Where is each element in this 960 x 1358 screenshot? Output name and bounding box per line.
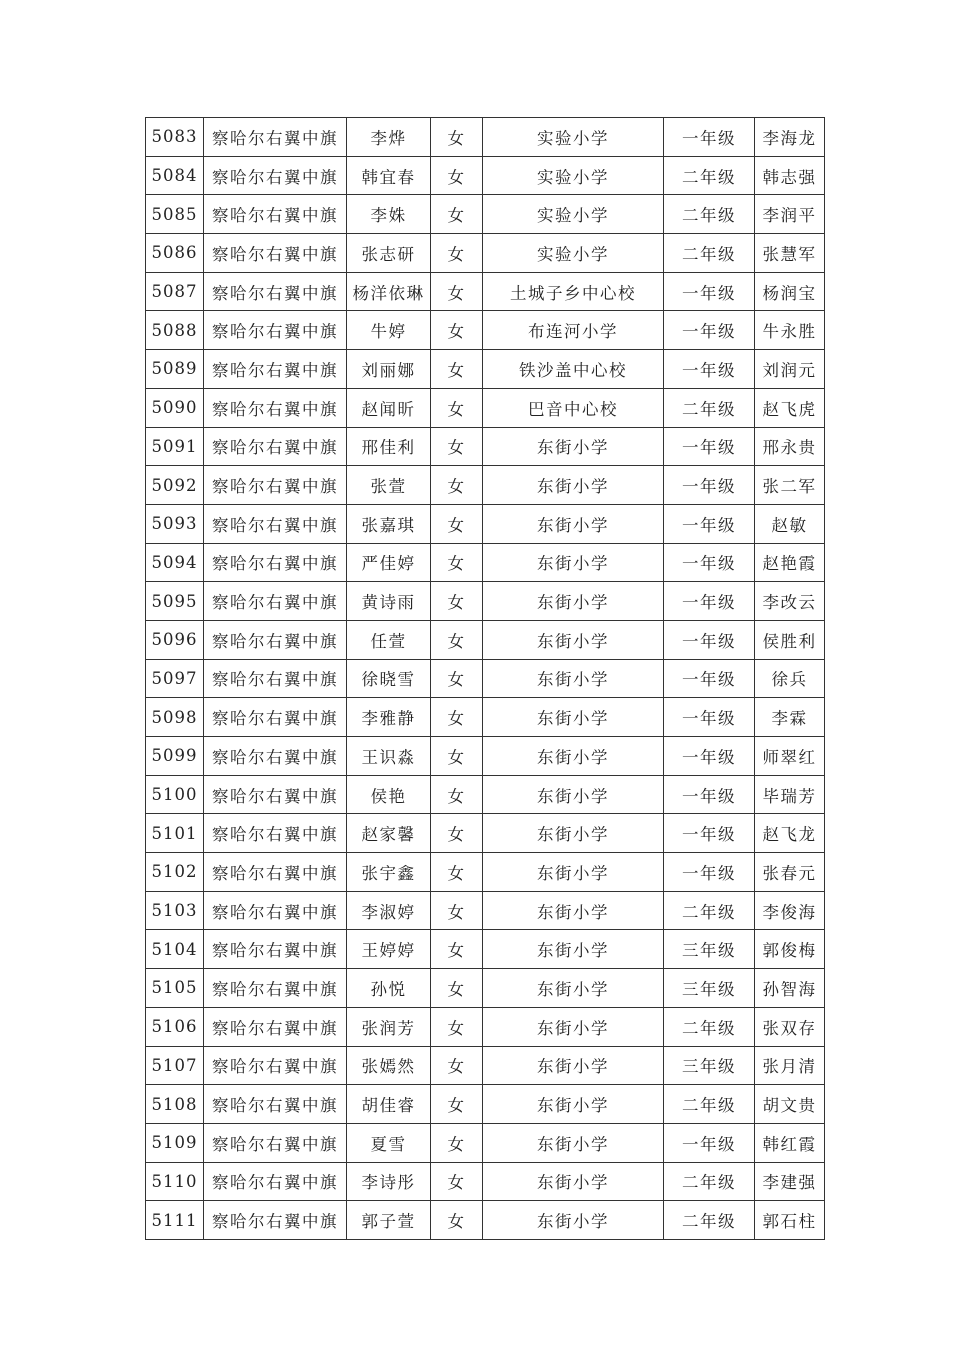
region-cell: 察哈尔右翼中旗 xyxy=(204,930,347,969)
school-name: 实验小学 xyxy=(483,156,664,195)
student-name: 严佳婷 xyxy=(347,543,431,582)
region-cell: 察哈尔右翼中旗 xyxy=(204,1201,347,1240)
gender-cell: 女 xyxy=(431,504,483,543)
guardian-name: 胡文贵 xyxy=(755,1085,825,1124)
gender-cell: 女 xyxy=(431,1123,483,1162)
gender-cell: 女 xyxy=(431,1085,483,1124)
grade-cell: 二年级 xyxy=(664,195,755,234)
guardian-name: 张双存 xyxy=(755,1007,825,1046)
guardian-name: 张月清 xyxy=(755,1046,825,1085)
grade-cell: 一年级 xyxy=(664,427,755,466)
gender-cell: 女 xyxy=(431,234,483,273)
record-number: 5104 xyxy=(146,930,204,969)
school-name: 东街小学 xyxy=(483,1007,664,1046)
grade-cell: 一年级 xyxy=(664,504,755,543)
guardian-name: 李霖 xyxy=(755,698,825,737)
table-row xyxy=(146,543,825,582)
guardian-name: 孙智海 xyxy=(755,969,825,1008)
school-name: 东街小学 xyxy=(483,775,664,814)
region-cell: 察哈尔右翼中旗 xyxy=(204,466,347,505)
student-name: 徐晓雪 xyxy=(347,659,431,698)
grade-cell: 一年级 xyxy=(664,466,755,505)
table-row xyxy=(146,195,825,234)
gender-cell: 女 xyxy=(431,195,483,234)
grade-cell: 三年级 xyxy=(664,969,755,1008)
student-name: 李烨 xyxy=(347,118,431,157)
gender-cell: 女 xyxy=(431,118,483,157)
school-name: 东街小学 xyxy=(483,930,664,969)
gender-cell: 女 xyxy=(431,1162,483,1201)
table-row xyxy=(146,891,825,930)
table-row xyxy=(146,737,825,776)
table-row xyxy=(146,1007,825,1046)
region-cell: 察哈尔右翼中旗 xyxy=(204,118,347,157)
gender-cell: 女 xyxy=(431,272,483,311)
guardian-name: 赵飞虎 xyxy=(755,388,825,427)
guardian-name: 张慧军 xyxy=(755,234,825,273)
grade-cell: 三年级 xyxy=(664,1046,755,1085)
grade-cell: 二年级 xyxy=(664,1007,755,1046)
roster-body xyxy=(146,118,825,1240)
grade-cell: 二年级 xyxy=(664,1085,755,1124)
record-number: 5088 xyxy=(146,311,204,350)
table-row xyxy=(146,582,825,621)
region-cell: 察哈尔右翼中旗 xyxy=(204,853,347,892)
table-row xyxy=(146,1046,825,1085)
record-number: 5090 xyxy=(146,388,204,427)
school-name: 东街小学 xyxy=(483,969,664,1008)
record-number: 5091 xyxy=(146,427,204,466)
region-cell: 察哈尔右翼中旗 xyxy=(204,195,347,234)
school-name: 实验小学 xyxy=(483,195,664,234)
grade-cell: 二年级 xyxy=(664,234,755,273)
guardian-name: 赵敏 xyxy=(755,504,825,543)
region-cell: 察哈尔右翼中旗 xyxy=(204,156,347,195)
school-name: 东街小学 xyxy=(483,427,664,466)
table-row xyxy=(146,388,825,427)
school-name: 东街小学 xyxy=(483,620,664,659)
record-number: 5097 xyxy=(146,659,204,698)
grade-cell: 二年级 xyxy=(664,156,755,195)
gender-cell: 女 xyxy=(431,853,483,892)
grade-cell: 一年级 xyxy=(664,543,755,582)
table-row xyxy=(146,775,825,814)
school-name: 铁沙盖中心校 xyxy=(483,350,664,389)
student-name: 胡佳睿 xyxy=(347,1085,431,1124)
table-row xyxy=(146,234,825,273)
table-row xyxy=(146,814,825,853)
region-cell: 察哈尔右翼中旗 xyxy=(204,1007,347,1046)
grade-cell: 一年级 xyxy=(664,1123,755,1162)
guardian-name: 韩志强 xyxy=(755,156,825,195)
record-number: 5100 xyxy=(146,775,204,814)
gender-cell: 女 xyxy=(431,1007,483,1046)
school-name: 实验小学 xyxy=(483,234,664,273)
guardian-name: 张春元 xyxy=(755,853,825,892)
region-cell: 察哈尔右翼中旗 xyxy=(204,698,347,737)
region-cell: 察哈尔右翼中旗 xyxy=(204,775,347,814)
record-number: 5109 xyxy=(146,1123,204,1162)
gender-cell: 女 xyxy=(431,1201,483,1240)
student-name: 李姝 xyxy=(347,195,431,234)
guardian-name: 郭俊梅 xyxy=(755,930,825,969)
gender-cell: 女 xyxy=(431,969,483,1008)
grade-cell: 二年级 xyxy=(664,388,755,427)
table-row xyxy=(146,1201,825,1240)
table-row xyxy=(146,156,825,195)
region-cell: 察哈尔右翼中旗 xyxy=(204,1162,347,1201)
table-row xyxy=(146,1085,825,1124)
school-name: 土城子乡中心校 xyxy=(483,272,664,311)
record-number: 5102 xyxy=(146,853,204,892)
student-name: 夏雪 xyxy=(347,1123,431,1162)
school-name: 东街小学 xyxy=(483,1046,664,1085)
record-number: 5107 xyxy=(146,1046,204,1085)
grade-cell: 一年级 xyxy=(664,620,755,659)
grade-cell: 一年级 xyxy=(664,814,755,853)
record-number: 5106 xyxy=(146,1007,204,1046)
region-cell: 察哈尔右翼中旗 xyxy=(204,737,347,776)
gender-cell: 女 xyxy=(431,775,483,814)
record-number: 5085 xyxy=(146,195,204,234)
region-cell: 察哈尔右翼中旗 xyxy=(204,969,347,1008)
student-name: 张宇鑫 xyxy=(347,853,431,892)
region-cell: 察哈尔右翼中旗 xyxy=(204,350,347,389)
student-name: 王婷婷 xyxy=(347,930,431,969)
guardian-name: 赵艳霞 xyxy=(755,543,825,582)
grade-cell: 一年级 xyxy=(664,272,755,311)
grade-cell: 二年级 xyxy=(664,891,755,930)
guardian-name: 李俊海 xyxy=(755,891,825,930)
student-name: 赵家馨 xyxy=(347,814,431,853)
record-number: 5111 xyxy=(146,1201,204,1240)
guardian-name: 侯胜利 xyxy=(755,620,825,659)
gender-cell: 女 xyxy=(431,930,483,969)
grade-cell: 二年级 xyxy=(664,1201,755,1240)
guardian-name: 李润平 xyxy=(755,195,825,234)
record-number: 5108 xyxy=(146,1085,204,1124)
grade-cell: 一年级 xyxy=(664,582,755,621)
student-name: 张萱 xyxy=(347,466,431,505)
table-row xyxy=(146,1123,825,1162)
student-name: 黄诗雨 xyxy=(347,582,431,621)
record-number: 5105 xyxy=(146,969,204,1008)
guardian-name: 刘润元 xyxy=(755,350,825,389)
school-name: 布连河小学 xyxy=(483,311,664,350)
school-name: 东街小学 xyxy=(483,698,664,737)
student-name: 杨洋依琳 xyxy=(347,272,431,311)
school-name: 东街小学 xyxy=(483,504,664,543)
region-cell: 察哈尔右翼中旗 xyxy=(204,311,347,350)
guardian-name: 李海龙 xyxy=(755,118,825,157)
student-name: 赵闻昕 xyxy=(347,388,431,427)
table-row xyxy=(146,311,825,350)
record-number: 5083 xyxy=(146,118,204,157)
record-number: 5092 xyxy=(146,466,204,505)
guardian-name: 毕瑞芳 xyxy=(755,775,825,814)
school-name: 东街小学 xyxy=(483,543,664,582)
region-cell: 察哈尔右翼中旗 xyxy=(204,582,347,621)
gender-cell: 女 xyxy=(431,388,483,427)
region-cell: 察哈尔右翼中旗 xyxy=(204,504,347,543)
region-cell: 察哈尔右翼中旗 xyxy=(204,1123,347,1162)
student-name: 孙悦 xyxy=(347,969,431,1008)
grade-cell: 一年级 xyxy=(664,311,755,350)
gender-cell: 女 xyxy=(431,1046,483,1085)
student-roster-table xyxy=(145,117,825,1240)
table-row xyxy=(146,504,825,543)
table-row xyxy=(146,466,825,505)
table-row xyxy=(146,272,825,311)
record-number: 5096 xyxy=(146,620,204,659)
record-number: 5099 xyxy=(146,737,204,776)
region-cell: 察哈尔右翼中旗 xyxy=(204,620,347,659)
gender-cell: 女 xyxy=(431,582,483,621)
student-name: 李诗彤 xyxy=(347,1162,431,1201)
record-number: 5084 xyxy=(146,156,204,195)
table-row xyxy=(146,698,825,737)
gender-cell: 女 xyxy=(431,737,483,776)
student-name: 韩宜春 xyxy=(347,156,431,195)
record-number: 5095 xyxy=(146,582,204,621)
school-name: 东街小学 xyxy=(483,891,664,930)
student-name: 刘丽娜 xyxy=(347,350,431,389)
guardian-name: 张二军 xyxy=(755,466,825,505)
record-number: 5098 xyxy=(146,698,204,737)
table-row xyxy=(146,969,825,1008)
school-name: 东街小学 xyxy=(483,814,664,853)
school-name: 东街小学 xyxy=(483,1201,664,1240)
table-row xyxy=(146,1162,825,1201)
guardian-name: 杨润宝 xyxy=(755,272,825,311)
table-row xyxy=(146,427,825,466)
grade-cell: 一年级 xyxy=(664,698,755,737)
region-cell: 察哈尔右翼中旗 xyxy=(204,814,347,853)
school-name: 东街小学 xyxy=(483,582,664,621)
student-name: 李淑婷 xyxy=(347,891,431,930)
region-cell: 察哈尔右翼中旗 xyxy=(204,234,347,273)
student-name: 张嫣然 xyxy=(347,1046,431,1085)
guardian-name: 徐兵 xyxy=(755,659,825,698)
student-name: 邢佳利 xyxy=(347,427,431,466)
school-name: 东街小学 xyxy=(483,466,664,505)
grade-cell: 二年级 xyxy=(664,1162,755,1201)
region-cell: 察哈尔右翼中旗 xyxy=(204,891,347,930)
record-number: 5103 xyxy=(146,891,204,930)
student-name: 郭子萱 xyxy=(347,1201,431,1240)
student-name: 王识淼 xyxy=(347,737,431,776)
gender-cell: 女 xyxy=(431,659,483,698)
school-name: 实验小学 xyxy=(483,118,664,157)
gender-cell: 女 xyxy=(431,156,483,195)
student-name: 张润芳 xyxy=(347,1007,431,1046)
guardian-name: 邢永贵 xyxy=(755,427,825,466)
school-name: 东街小学 xyxy=(483,1085,664,1124)
school-name: 东街小学 xyxy=(483,737,664,776)
student-name: 李雅静 xyxy=(347,698,431,737)
student-name: 张志研 xyxy=(347,234,431,273)
guardian-name: 赵飞龙 xyxy=(755,814,825,853)
school-name: 东街小学 xyxy=(483,853,664,892)
table-row xyxy=(146,930,825,969)
record-number: 5094 xyxy=(146,543,204,582)
grade-cell: 一年级 xyxy=(664,118,755,157)
region-cell: 察哈尔右翼中旗 xyxy=(204,272,347,311)
table-row xyxy=(146,853,825,892)
grade-cell: 一年级 xyxy=(664,659,755,698)
record-number: 5089 xyxy=(146,350,204,389)
gender-cell: 女 xyxy=(431,698,483,737)
table-row xyxy=(146,659,825,698)
grade-cell: 一年级 xyxy=(664,775,755,814)
region-cell: 察哈尔右翼中旗 xyxy=(204,388,347,427)
table-row xyxy=(146,620,825,659)
table-row xyxy=(146,350,825,389)
record-number: 5093 xyxy=(146,504,204,543)
student-name: 任萱 xyxy=(347,620,431,659)
gender-cell: 女 xyxy=(431,350,483,389)
student-name: 牛婷 xyxy=(347,311,431,350)
guardian-name: 师翠红 xyxy=(755,737,825,776)
record-number: 5101 xyxy=(146,814,204,853)
gender-cell: 女 xyxy=(431,891,483,930)
grade-cell: 一年级 xyxy=(664,737,755,776)
guardian-name: 李建强 xyxy=(755,1162,825,1201)
region-cell: 察哈尔右翼中旗 xyxy=(204,427,347,466)
region-cell: 察哈尔右翼中旗 xyxy=(204,659,347,698)
guardian-name: 牛永胜 xyxy=(755,311,825,350)
grade-cell: 一年级 xyxy=(664,853,755,892)
grade-cell: 一年级 xyxy=(664,350,755,389)
school-name: 东街小学 xyxy=(483,1162,664,1201)
gender-cell: 女 xyxy=(431,466,483,505)
gender-cell: 女 xyxy=(431,311,483,350)
school-name: 东街小学 xyxy=(483,1123,664,1162)
region-cell: 察哈尔右翼中旗 xyxy=(204,1046,347,1085)
gender-cell: 女 xyxy=(431,814,483,853)
gender-cell: 女 xyxy=(431,543,483,582)
gender-cell: 女 xyxy=(431,620,483,659)
school-name: 东街小学 xyxy=(483,659,664,698)
student-name: 侯艳 xyxy=(347,775,431,814)
record-number: 5110 xyxy=(146,1162,204,1201)
guardian-name: 李改云 xyxy=(755,582,825,621)
guardian-name: 韩红霞 xyxy=(755,1123,825,1162)
record-number: 5087 xyxy=(146,272,204,311)
guardian-name: 郭石柱 xyxy=(755,1201,825,1240)
school-name: 巴音中心校 xyxy=(483,388,664,427)
region-cell: 察哈尔右翼中旗 xyxy=(204,543,347,582)
grade-cell: 三年级 xyxy=(664,930,755,969)
table-row xyxy=(146,118,825,157)
record-number: 5086 xyxy=(146,234,204,273)
student-name: 张嘉琪 xyxy=(347,504,431,543)
region-cell: 察哈尔右翼中旗 xyxy=(204,1085,347,1124)
gender-cell: 女 xyxy=(431,427,483,466)
